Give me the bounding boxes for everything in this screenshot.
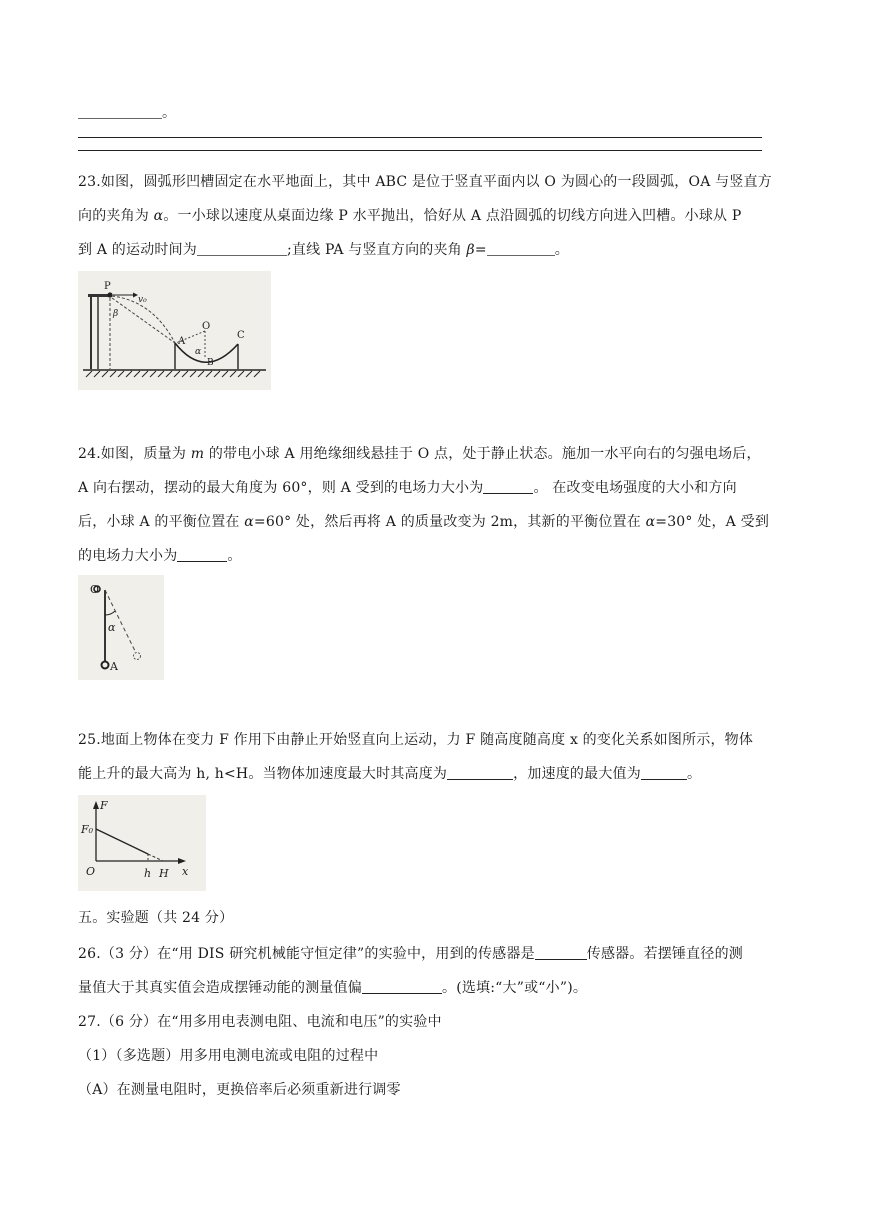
q24-line-3: 后，小球 A 的平衡位置在 α=60° 处，然后再将 A 的质量改变为 2m，其新的平衡位置在 α=30° 处，A 受到 (78, 514, 770, 530)
q26-line-2: 量值大于其真实值会造成摆锤动能的测量值偏 。(选填:“大”或“小”)。 (78, 980, 588, 996)
label-alpha: α (195, 347, 202, 357)
q26-line-1: 26.（3 分）在“用 DIS 研究机械能守恒定律”的实验中，用到的传感器是 传感器。若摆锤直径的测 (78, 946, 743, 962)
label-x: x (182, 865, 189, 878)
q23-line-3: 到 A 的运动时间为 ;直线 PA 与竖直方向的夹角 β= 。 (78, 242, 569, 258)
answer-blank-force-2 (177, 547, 227, 562)
q25-figure (78, 795, 206, 891)
answer-blank-bias (362, 979, 442, 994)
q25-line-2: 能上升的最大高为 h, h<H。当物体加速度最大时其高度为 ，加速度的最大值为 。 (78, 766, 702, 782)
label-F0: F₀ (81, 823, 94, 836)
label-C: C (237, 330, 245, 341)
label-O: O (90, 583, 100, 596)
label-beta: β (113, 309, 119, 319)
answer-blank (78, 104, 162, 119)
q23-line-1: 23.如图，圆弧形凹槽固定在水平地面上，其中 ABC 是位于竖直平面内以 O 为圆心的一段圆弧，OA 与竖直方 (78, 174, 772, 190)
q27-line-2: （1）（多选题）用多用电测电流或电阻的过程中 (78, 1048, 379, 1064)
label-A: A (178, 336, 186, 347)
label-h: h (144, 867, 152, 880)
label-A: A (110, 660, 118, 673)
label-F: F (100, 799, 108, 812)
answer-blank-force (483, 479, 533, 494)
q27-option-a: （A）在测量电阻时，更换倍率后必须重新进行调零 (78, 1082, 401, 1098)
label-B: B (207, 358, 214, 368)
q24-line-1: 24.如图，质量为 m 的带电小球 A 用绝缘细线悬挂于 O 点，处于静止状态。施加一水平向右的匀强电场后， (78, 446, 761, 462)
answer-blank-angle (487, 241, 555, 256)
q24-figure (78, 575, 164, 680)
divider-line (78, 150, 762, 151)
section-title: 五。实验题（共 24 分） (78, 910, 234, 926)
q24-line-2: A 向右摆动，摆动的最大角度为 60°，则 A 受到的电场力大小为 。 在改变电场强度的大小和方向 (78, 480, 737, 496)
answer-blank-height (447, 765, 513, 780)
divider-line (78, 137, 762, 138)
label-alpha: α (108, 621, 116, 634)
q25-line-1: 25.地面上物体在变力 F 作用下由静止开始竖直向上运动，力 F 随高度随高度 x 的变化关系如图所示，物体 (78, 732, 754, 748)
label-H: H (159, 867, 169, 880)
answer-blank-acceleration (641, 765, 687, 780)
label-origin: O (86, 865, 96, 878)
answer-blank-time (197, 241, 287, 256)
q27-line-1: 27.（6 分）在“用多用电表测电阻、电流和电压”的实验中 (78, 1014, 442, 1030)
answer-line-continued: 。 (78, 102, 176, 122)
label-P: P (104, 281, 111, 292)
label-v0: v₀ (138, 295, 147, 305)
label-O: O (202, 321, 211, 332)
answer-blank-sensor (535, 945, 587, 960)
q23-line-2: 向的夹角为 α。一小球以速度从桌面边缘 P 水平抛出，恰好从 A 点沿圆弧的切线方向进入凹槽。小球从 P (78, 208, 742, 224)
q23-figure (78, 271, 271, 390)
q24-line-4: 的电场力大小为 。 (78, 548, 242, 564)
